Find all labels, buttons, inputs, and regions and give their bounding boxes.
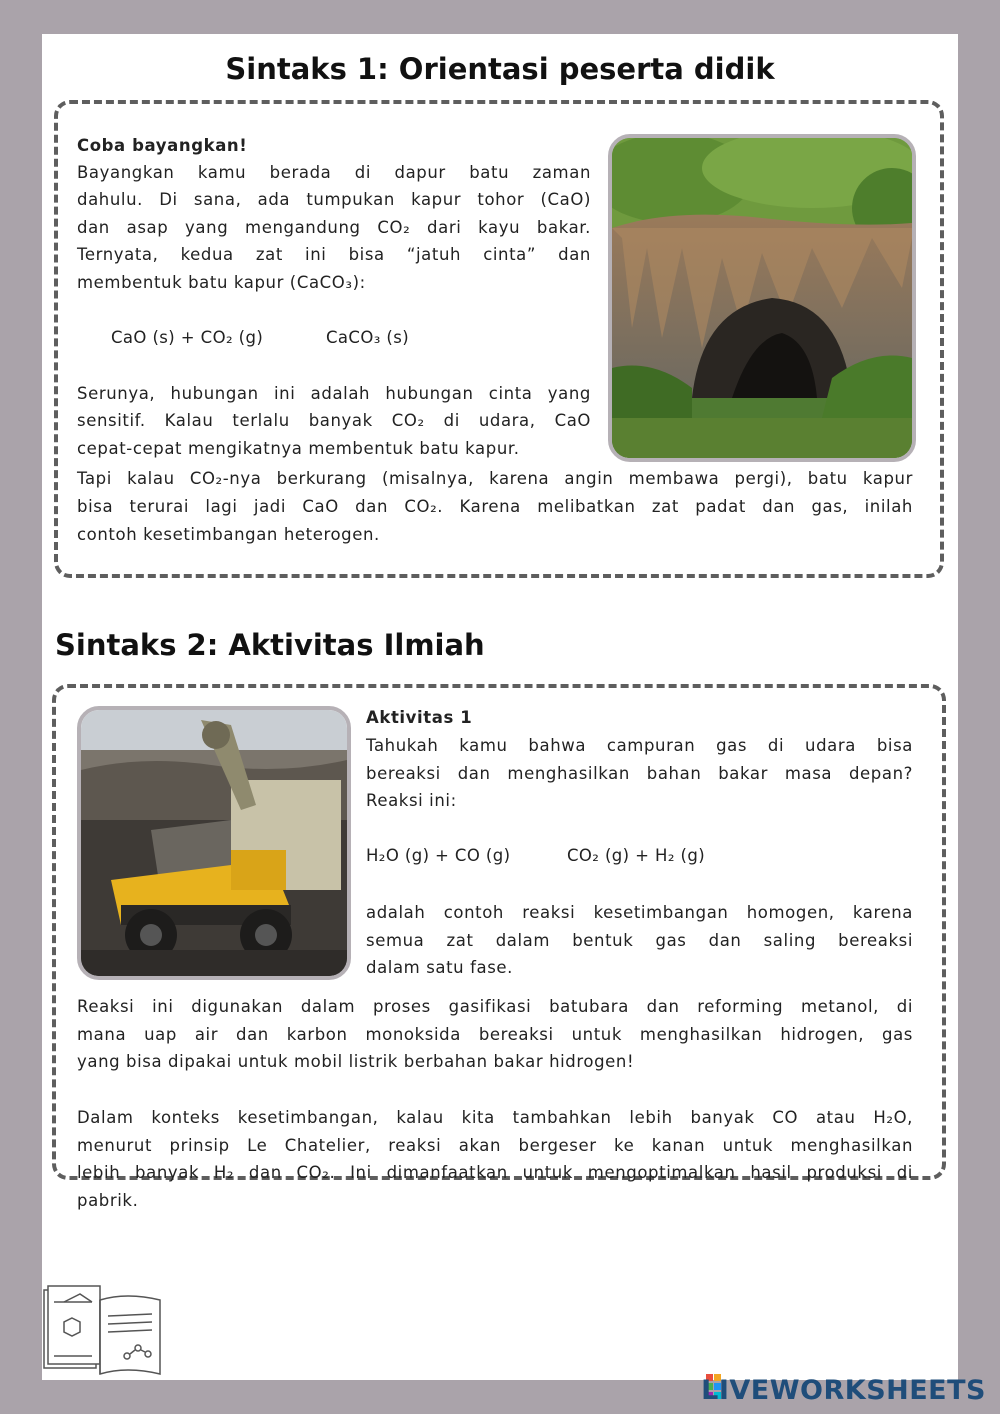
text-line: menurut prinsip Le Chatelier, reaksi akan bergeser ke kanan untuk menghasilkan (77, 1136, 913, 1155)
text-line: dahulu. Di sana, ada tumpukan kapur tohor (CaO) (77, 190, 591, 209)
text-line: Tapi kalau CO₂-nya berkurang (misalnya, karena angin membawa pergi), batu kapur (77, 469, 913, 488)
text-line: semua zat dalam bentuk gas dan saling bereaksi (366, 931, 913, 950)
text-line: pabrik. (77, 1191, 139, 1210)
equation2-right: CO₂ (g) + H₂ (g) (567, 846, 706, 865)
text-line: dan asap yang mengandung CO₂ dari kayu bakar. (77, 218, 591, 237)
equation1-left: CaO (s) + CO₂ (g) (111, 328, 264, 347)
section1-title: Sintaks 1: Orientasi peserta didik (225, 52, 775, 86)
equation1-right: CaCO₃ (s) (326, 328, 410, 347)
text-line: Ternyata, kedua zat ini bisa “jatuh cinta” dan (77, 245, 591, 264)
text-line: Dalam konteks kesetimbangan, kalau kita tambahkan lebih banyak CO atau H₂O, (77, 1108, 913, 1127)
text-line: adalah contoh reaksi kesetimbangan homogen, karena (366, 903, 913, 922)
chemistry-book-icon (42, 1282, 167, 1386)
text-line: Reaksi ini: (366, 791, 457, 810)
text-line: bereaksi dan menghasilkan bahan bakar masa depan? (366, 764, 913, 783)
text-line: bisa terurai lagi jadi CaO dan CO₂. Karena melibatkan zat padat dan gas, inilah (77, 497, 913, 516)
liveworksheets-brand[interactable]: LIVEWORKSHEETS (701, 1375, 986, 1406)
text-line: dalam satu fase. (366, 958, 513, 977)
text-line: Tahukah kamu bahwa campuran gas di udara bisa (366, 736, 913, 755)
text-line: Bayangkan kamu berada di dapur batu zaman (77, 163, 591, 182)
text-line: membentuk batu kapur (CaCO₃): (77, 273, 366, 292)
mining-truck-photo-icon (77, 706, 351, 980)
text-line: lebih banyak H₂ dan CO₂. Ini dimanfaatkan untuk mengoptimalkan hasil produksi di (77, 1163, 913, 1182)
activity-title: Aktivitas 1 (366, 708, 473, 727)
equation2-left: H₂O (g) + CO (g) (366, 846, 511, 865)
text-line: cepat-cepat mengikatnya membentuk batu kapur. (77, 439, 520, 458)
text-line: yang bisa dipakai untuk mobil listrik berbahan bakar hidrogen! (77, 1052, 635, 1071)
text-line: Serunya, hubungan ini adalah hubungan cinta yang (77, 384, 591, 403)
cave-photo-icon (608, 134, 916, 462)
text-line: sensitif. Kalau terlalu banyak CO₂ di udara, CaO (77, 411, 591, 430)
text-line: Reaksi ini digunakan dalam proses gasifikasi batubara dan reforming metanol, di (77, 997, 913, 1016)
worksheet-page (42, 34, 958, 1380)
text-line: contoh kesetimbangan heterogen. (77, 525, 380, 544)
text-line: mana uap air dan karbon monoksida bereaksi untuk menghasilkan hidrogen, gas (77, 1025, 913, 1044)
section1-intro: Coba bayangkan! (77, 136, 248, 155)
section2-title: Sintaks 2: Aktivitas Ilmiah (55, 628, 485, 662)
